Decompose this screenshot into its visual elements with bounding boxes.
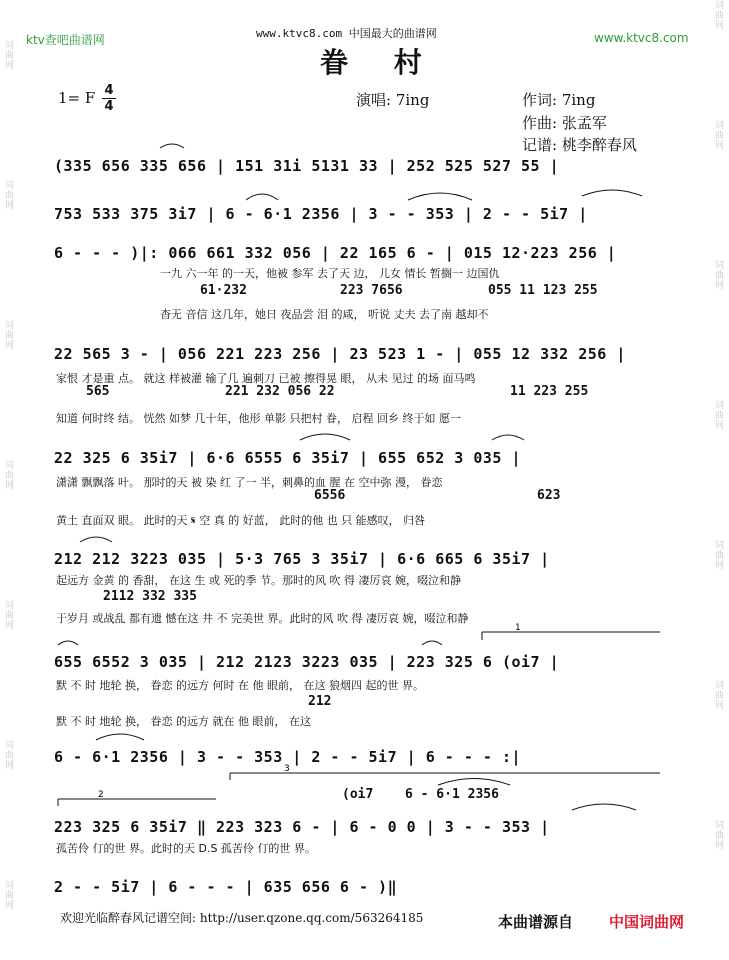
source-site-link[interactable]: 中国词曲网 bbox=[609, 913, 685, 931]
notation-row: (335 656 335 656 | 151 31i 5131 33 | 252 525 527 55 | bbox=[54, 157, 560, 175]
lyric-line: 杳无 音信 这几年，她日 夜品尝 泪 的咸， 听说 丈夫 去了南 越却不 bbox=[160, 308, 489, 321]
watermark-text: 词曲网 bbox=[713, 540, 723, 570]
slur-mark bbox=[58, 641, 78, 645]
notation-row: 753 533 375 3i7 | 6 - 6·1 2356 | 3 - - 353 | 2 - - 5i7 | bbox=[54, 205, 588, 223]
notation-row: 22 325 6 35i7 | 6·6 6555 6 35i7 | 655 652 3 035 | bbox=[54, 449, 522, 467]
lyric-line: 于岁月 或战乱 都有遗 憾在这 井 不 完美世 界。此时的风 吹 得 凄厉哀 婉，啜泣和静 bbox=[56, 612, 469, 625]
time-sig-bottom: 4 bbox=[104, 99, 114, 114]
slur-mark bbox=[582, 190, 642, 196]
notation-row: 22 565 3 - | 056 221 223 256 | 23 523 1 - | 055 12 332 256 | bbox=[54, 345, 626, 363]
source-label: 本曲谱源自 bbox=[498, 913, 574, 931]
notation-row: 223 325 6 35i7 ‖ 223 323 6 - | 6 - 0 0 | 3 - - 353 | bbox=[54, 818, 550, 836]
footer-note: 欢迎光临醉春风记谱空间: http://user.qzone.qq.com/563264185 bbox=[60, 911, 424, 925]
slur-mark bbox=[160, 144, 184, 148]
alternate-notes: 221 232 056 22 bbox=[225, 384, 335, 399]
notation-row: 212 212 3223 035 | 5·3 765 3 35i7 | 6·6 665 6 35i7 | bbox=[54, 550, 550, 568]
notation-row: 6 - - - )|: 066 661 332 056 | 22 165 6 - | 015 12·223 256 | bbox=[54, 244, 617, 262]
volta-number: 2 bbox=[98, 790, 104, 800]
slur-mark bbox=[246, 194, 278, 200]
watermark-text: 词曲网 bbox=[3, 880, 13, 910]
alternate-notes: 61·232 bbox=[200, 283, 247, 298]
lyric-line: 潇潇 飘飘落 叶。 那时的天 被 染 红 了一 半，刺鼻的血 腥 在 空中弥 漫， 眷恋 bbox=[56, 476, 443, 489]
slur-mark bbox=[408, 193, 472, 200]
notation-row: 655 6552 3 035 | 212 2123 3223 035 | 223 325 6 (oi7 | bbox=[54, 653, 560, 671]
lyric-line: 一九 六一年 的一天，他被 参军 去了天 边， 儿女 情长 暂搁一 边国仇 bbox=[160, 267, 500, 280]
lyric-line: 知道 何时终 结。 恍然 如梦 几十年，他形 单影 只把村 眷， 启程 回乡 终于如 愿一 bbox=[56, 412, 461, 425]
time-sig-top: 4 bbox=[104, 83, 114, 98]
site-caption-center: www.ktvc8.com 中国最大的曲谱网 bbox=[256, 27, 437, 40]
alternate-notes: 565 bbox=[86, 384, 110, 399]
slur-mark bbox=[300, 434, 350, 440]
lyric-line: 默 不 时 地轮 换， 眷恋 的远方 就在 他 眼前， 在这 bbox=[56, 715, 311, 728]
composer-credit: 作曲: 张孟军 bbox=[522, 114, 607, 132]
singer-credit: 演唱: 7ing bbox=[356, 91, 430, 109]
alternate-notes: 2112 332 335 bbox=[103, 589, 197, 604]
watermark-text: 词曲网 bbox=[713, 680, 723, 710]
slur-mark bbox=[422, 641, 442, 645]
alternate-notes: 055 11 123 255 bbox=[488, 283, 598, 298]
key-signature: 1= F bbox=[58, 89, 96, 107]
watermark-text: 词曲网 bbox=[3, 740, 13, 770]
alternate-notes: 623 bbox=[537, 488, 561, 503]
slur-mark bbox=[438, 779, 510, 786]
lyric-line: 默 不 时 地轮 换， 眷恋 的远方 何时 在 他 眼前， 在这 狼烟四 起的世 界。 bbox=[56, 679, 424, 692]
slur-mark bbox=[96, 734, 144, 740]
volta-number: 1 bbox=[515, 623, 521, 633]
alternate-notes: 6556 bbox=[314, 488, 346, 503]
site-link-left[interactable]: ktv查吧曲谱网 bbox=[26, 33, 105, 47]
slur-mark bbox=[572, 804, 636, 810]
alternate-notes: (oi7 bbox=[342, 787, 374, 802]
notation-row: 2 - - 5i7 | 6 - - - | 635 656 6 - )‖ bbox=[54, 878, 398, 896]
notation-row: 6 - 6·1 2356 | 3 - - 353 | 2 - - 5i7 | 6 - - - :| bbox=[54, 748, 522, 766]
site-link-right[interactable]: www.ktvc8.com bbox=[594, 31, 689, 45]
watermark-text: 词曲网 bbox=[3, 320, 13, 350]
volta-number: 3 bbox=[284, 764, 290, 774]
slur-mark bbox=[80, 537, 112, 542]
watermark-text: 词曲网 bbox=[713, 400, 723, 430]
watermark-text: 词曲网 bbox=[713, 0, 723, 30]
watermark-text: 词曲网 bbox=[713, 820, 723, 850]
transcriber-credit: 记谱: 桃李醉春风 bbox=[522, 136, 637, 154]
song-title: 眷 村 bbox=[320, 46, 440, 79]
slur-mark bbox=[492, 435, 524, 440]
lyricist-credit: 作词: 7ing bbox=[522, 91, 596, 109]
watermark-text: 词曲网 bbox=[713, 120, 723, 150]
alternate-notes: 223 7656 bbox=[340, 283, 403, 298]
alternate-notes: 6 - 6·1 2356 bbox=[405, 787, 499, 802]
lyric-line: 家恨 才是重 点。 就这 样被灌 输了几 遍刺刀 已被 擦得晃 眼， 从未 见过 的场 面马鸣 bbox=[56, 372, 476, 385]
watermark-text: 词曲网 bbox=[3, 180, 13, 210]
lyric-line: 孤苦伶 仃的世 界。此时的天 D.S 孤苦伶 仃的世 界。 bbox=[56, 842, 316, 855]
alternate-notes: 212 bbox=[308, 694, 332, 709]
lyric-line: 黄土 直面双 眼。 此时的天 𝄋 空 真 的 好蓝， 此时的他 也 只 能感叹， 归咎 bbox=[56, 514, 426, 527]
lyric-line: 起远方 金黄 的 香甜， 在这 生 或 死的季 节。那时的风 吹 得 凄厉哀 婉，啜泣和静 bbox=[56, 574, 461, 587]
alternate-notes: 11 223 255 bbox=[510, 384, 589, 399]
watermark-text: 词曲网 bbox=[3, 460, 13, 490]
watermark-text: 词曲网 bbox=[3, 40, 13, 70]
watermark-text: 词曲网 bbox=[3, 600, 13, 630]
watermark-text: 词曲网 bbox=[713, 260, 723, 290]
